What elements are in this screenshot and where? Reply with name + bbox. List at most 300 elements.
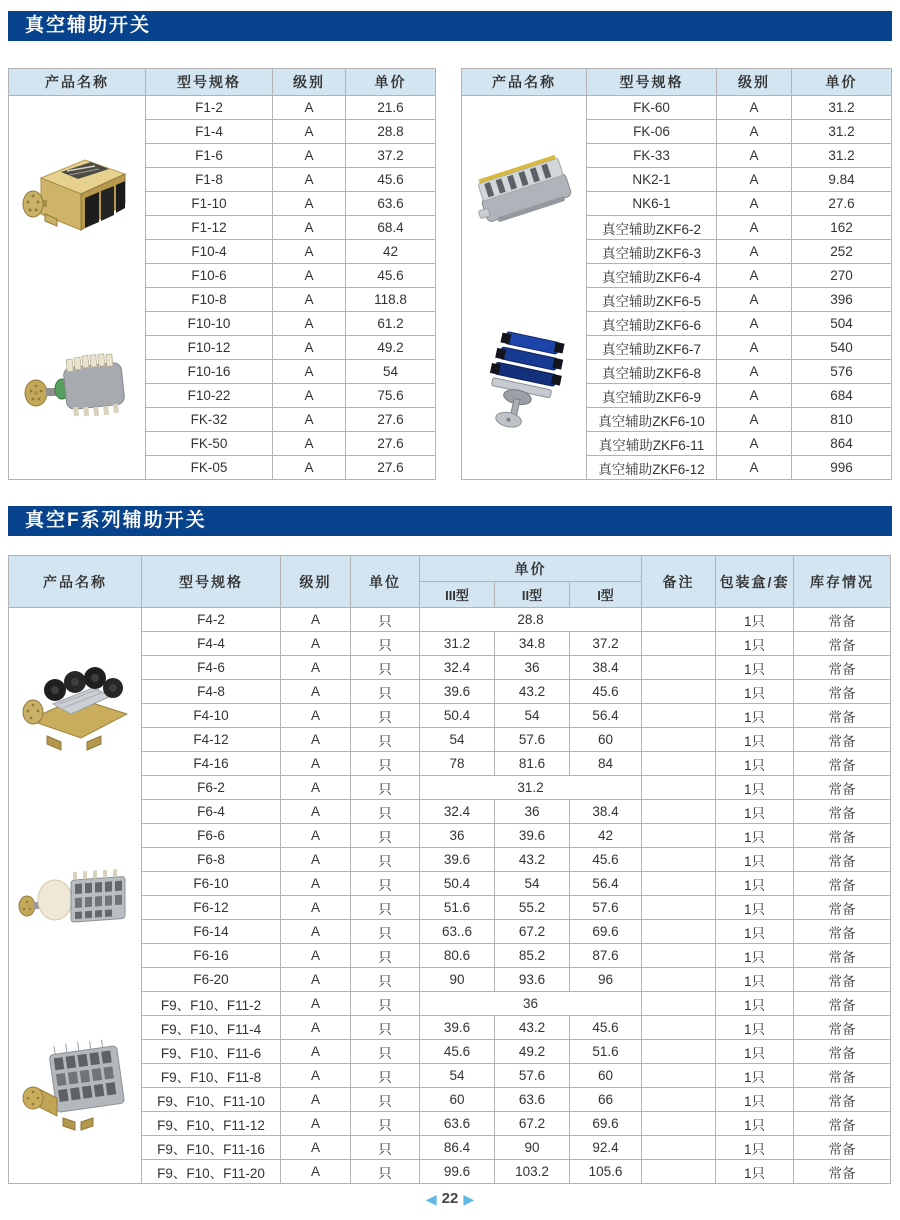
table-row <box>9 800 891 824</box>
product-images-right-table <box>462 97 586 479</box>
table-row <box>9 776 891 800</box>
price-cell: 118.8 <box>346 288 436 312</box>
remark-cell <box>642 1040 716 1064</box>
grade-cell: A <box>273 432 346 456</box>
grade-cell: A <box>281 968 351 992</box>
grade-cell: A <box>281 1160 351 1184</box>
stock-cell: 常备 <box>794 680 891 704</box>
model-cell: F1-4 <box>146 120 273 144</box>
price-cell: 49.2 <box>346 336 436 360</box>
stock-cell: 常备 <box>794 800 891 824</box>
unit-cell: 只 <box>351 968 420 992</box>
col-header-stock: 库存情况 <box>794 556 891 608</box>
price-cell: 61.2 <box>346 312 436 336</box>
price-type-i-cell: 45.6 <box>570 848 642 872</box>
model-cell: F10-16 <box>146 360 273 384</box>
grade-cell: A <box>717 408 792 432</box>
grade-cell: A <box>717 216 792 240</box>
stock-cell: 常备 <box>794 968 891 992</box>
gold-box-aux-switch-image <box>21 142 133 242</box>
model-cell: 真空辅助ZKF6-7 <box>587 336 717 360</box>
price-type-iii-cell: 80.6 <box>420 944 495 968</box>
pack-cell: 1只 <box>716 776 794 800</box>
table-row <box>9 968 891 992</box>
price-type-iii-cell: 86.4 <box>420 1136 495 1160</box>
price-cell: 27.6 <box>346 432 436 456</box>
price-type-ii-cell: 36 <box>495 656 570 680</box>
grade-cell: A <box>273 288 346 312</box>
model-cell: F6-10 <box>142 872 281 896</box>
model-cell: F4-10 <box>142 704 281 728</box>
price-type-iii-cell: 50.4 <box>420 704 495 728</box>
price-cell: 9.84 <box>792 168 892 192</box>
price-type-iii-cell: 51.6 <box>420 896 495 920</box>
remark-cell <box>642 872 716 896</box>
stock-cell: 常备 <box>794 848 891 872</box>
remark-cell <box>642 824 716 848</box>
grade-cell: A <box>281 656 351 680</box>
remark-cell <box>642 656 716 680</box>
table-row <box>9 96 436 120</box>
price-cell: 576 <box>792 360 892 384</box>
price-cell: 45.6 <box>346 264 436 288</box>
grade-cell: A <box>717 96 792 120</box>
price-type-iii-cell: 54 <box>420 728 495 752</box>
price-cell: 684 <box>792 384 892 408</box>
grade-cell: A <box>273 168 346 192</box>
model-cell: F1-6 <box>146 144 273 168</box>
col-header-unit: 单位 <box>351 556 420 608</box>
header-row <box>9 556 891 582</box>
product-image-cell <box>462 96 587 480</box>
model-cell: F1-2 <box>146 96 273 120</box>
grade-cell: A <box>273 96 346 120</box>
price-type-iii-cell: 45.6 <box>420 1040 495 1064</box>
model-cell: F9、F10、F11-10 <box>142 1088 281 1112</box>
price-type-ii-cell: 103.2 <box>495 1160 570 1184</box>
unit-cell: 只 <box>351 1064 420 1088</box>
model-cell: F4-12 <box>142 728 281 752</box>
table-row <box>9 920 891 944</box>
price-type-ii-cell: 67.2 <box>495 1112 570 1136</box>
price-type-i-cell: 84 <box>570 752 642 776</box>
table-row <box>9 728 891 752</box>
price-type-ii-cell: 43.2 <box>495 848 570 872</box>
price-type-ii-cell: 67.2 <box>495 920 570 944</box>
price-type-i-cell: 37.2 <box>570 632 642 656</box>
grade-cell: A <box>281 728 351 752</box>
price-type-i-cell: 92.4 <box>570 1136 642 1160</box>
grade-cell: A <box>717 144 792 168</box>
product-images-left-table <box>9 97 145 479</box>
col-header-pack: 包装盒/套 <box>716 556 794 608</box>
grade-cell: A <box>273 216 346 240</box>
price-type-iii-cell: 39.6 <box>420 848 495 872</box>
price-cell: 54 <box>346 360 436 384</box>
model-cell: F6-20 <box>142 968 281 992</box>
price-cell: 252 <box>792 240 892 264</box>
price-type-ii-cell: 43.2 <box>495 1016 570 1040</box>
grade-cell: A <box>281 800 351 824</box>
remark-cell <box>642 992 716 1016</box>
pack-cell: 1只 <box>716 992 794 1016</box>
price-cell: 270 <box>792 264 892 288</box>
price-cell: 810 <box>792 408 892 432</box>
price-type-iii-cell: 32.4 <box>420 656 495 680</box>
stock-cell: 常备 <box>794 1160 891 1184</box>
model-cell: NK6-1 <box>587 192 717 216</box>
price-type-i-cell: 87.6 <box>570 944 642 968</box>
col-header-unit-price-group: 单价 <box>420 556 642 582</box>
stock-cell: 常备 <box>794 752 891 776</box>
gray-stack-aux-switch-image <box>21 333 133 433</box>
stock-cell: 常备 <box>794 704 891 728</box>
stock-cell: 常备 <box>794 992 891 1016</box>
col-header-grade: 级别 <box>717 69 792 96</box>
table-row <box>9 824 891 848</box>
pack-cell: 1只 <box>716 944 794 968</box>
price-cell: 37.2 <box>346 144 436 168</box>
model-cell: 真空辅助ZKF6-12 <box>587 456 717 480</box>
price-cell: 162 <box>792 216 892 240</box>
price-cell: 63.6 <box>346 192 436 216</box>
stock-cell: 常备 <box>794 1040 891 1064</box>
model-cell: F6-12 <box>142 896 281 920</box>
grade-cell: A <box>717 120 792 144</box>
pack-cell: 1只 <box>716 824 794 848</box>
col-header-unit-price: 单价 <box>346 69 436 96</box>
price-type-i-cell: 38.4 <box>570 656 642 680</box>
remark-cell <box>642 728 716 752</box>
pack-cell: 1只 <box>716 848 794 872</box>
unit-cell: 只 <box>351 656 420 680</box>
price-type-i-cell: 45.6 <box>570 680 642 704</box>
grade-cell: A <box>273 192 346 216</box>
grade-cell: A <box>281 632 351 656</box>
unit-cell: 只 <box>351 1088 420 1112</box>
page-footer <box>0 1190 900 1208</box>
grade-cell: A <box>281 752 351 776</box>
model-cell: F4-2 <box>142 608 281 632</box>
price-type-i-cell: 51.6 <box>570 1040 642 1064</box>
unit-cell: 只 <box>351 728 420 752</box>
remark-cell <box>642 1160 716 1184</box>
price-cell: 504 <box>792 312 892 336</box>
col-header-model-spec: 型号规格 <box>587 69 717 96</box>
table-row <box>9 1040 891 1064</box>
price-type-i-cell: 69.6 <box>570 1112 642 1136</box>
grade-cell: A <box>281 872 351 896</box>
price-type-ii-cell: 43.2 <box>495 680 570 704</box>
unit-cell: 只 <box>351 800 420 824</box>
grade-cell: A <box>281 608 351 632</box>
grade-cell: A <box>273 264 346 288</box>
model-cell: F6-2 <box>142 776 281 800</box>
model-cell: 真空辅助ZKF6-4 <box>587 264 717 288</box>
grade-cell: A <box>717 336 792 360</box>
model-cell: F4-6 <box>142 656 281 680</box>
price-type-i-cell: 57.6 <box>570 896 642 920</box>
grade-cell: A <box>273 360 346 384</box>
prev-page-icon: ◀ <box>425 1191 437 1207</box>
price-type-ii-cell: 85.2 <box>495 944 570 968</box>
price-merged-cell: 28.8 <box>420 608 642 632</box>
section-title-text: 真空F系列辅助开关 <box>25 510 207 531</box>
grade-cell: A <box>717 360 792 384</box>
price-type-iii-cell: 39.6 <box>420 680 495 704</box>
remark-cell <box>642 1136 716 1160</box>
price-cell: 75.6 <box>346 384 436 408</box>
unit-cell: 只 <box>351 632 420 656</box>
model-cell: 真空辅助ZKF6-5 <box>587 288 717 312</box>
col-header-product-name: 产品名称 <box>9 69 146 96</box>
unit-cell: 只 <box>351 680 420 704</box>
col-header-type-i: I型 <box>570 582 642 608</box>
col-header-remark: 备注 <box>642 556 716 608</box>
stock-cell: 常备 <box>794 728 891 752</box>
price-type-i-cell: 56.4 <box>570 872 642 896</box>
stock-cell: 常备 <box>794 776 891 800</box>
pack-cell: 1只 <box>716 968 794 992</box>
price-type-ii-cell: 49.2 <box>495 1040 570 1064</box>
model-cell: F4-8 <box>142 680 281 704</box>
stock-cell: 常备 <box>794 920 891 944</box>
grade-cell: A <box>281 848 351 872</box>
price-cell: 996 <box>792 456 892 480</box>
stock-cell: 常备 <box>794 656 891 680</box>
model-cell: F9、F10、F11-6 <box>142 1040 281 1064</box>
unit-cell: 只 <box>351 992 420 1016</box>
pack-cell: 1只 <box>716 704 794 728</box>
price-type-i-cell: 45.6 <box>570 1016 642 1040</box>
price-type-i-cell: 38.4 <box>570 800 642 824</box>
remark-cell <box>642 920 716 944</box>
price-cell: 21.6 <box>346 96 436 120</box>
price-type-iii-cell: 99.6 <box>420 1160 495 1184</box>
price-type-ii-cell: 57.6 <box>495 1064 570 1088</box>
grade-cell: A <box>717 312 792 336</box>
grade-cell: A <box>717 384 792 408</box>
remark-cell <box>642 1088 716 1112</box>
price-cell: 45.6 <box>346 168 436 192</box>
product-images-f-series-table <box>9 611 141 1181</box>
price-merged-cell: 36 <box>420 992 642 1016</box>
grade-cell: A <box>717 264 792 288</box>
grade-cell: A <box>281 704 351 728</box>
price-type-ii-cell: 57.6 <box>495 728 570 752</box>
next-page-icon: ▶ <box>463 1191 475 1207</box>
remark-cell <box>642 752 716 776</box>
table-row <box>9 896 891 920</box>
model-cell: F1-8 <box>146 168 273 192</box>
remark-cell <box>642 1016 716 1040</box>
grade-cell: A <box>717 432 792 456</box>
grade-cell: A <box>281 1136 351 1160</box>
model-cell: F6-4 <box>142 800 281 824</box>
grade-cell: A <box>273 240 346 264</box>
price-type-i-cell: 96 <box>570 968 642 992</box>
model-cell: 真空辅助ZKF6-11 <box>587 432 717 456</box>
model-cell: F10-8 <box>146 288 273 312</box>
price-type-iii-cell: 31.2 <box>420 632 495 656</box>
remark-cell <box>642 680 716 704</box>
remark-cell <box>642 632 716 656</box>
grade-cell: A <box>281 1040 351 1064</box>
unit-cell: 只 <box>351 1160 420 1184</box>
unit-cell: 只 <box>351 752 420 776</box>
grade-cell: A <box>281 680 351 704</box>
model-cell: F4-16 <box>142 752 281 776</box>
price-type-ii-cell: 54 <box>495 704 570 728</box>
grade-cell: A <box>273 336 346 360</box>
grade-cell: A <box>273 456 346 480</box>
price-cell: 31.2 <box>792 144 892 168</box>
price-cell: 27.6 <box>346 456 436 480</box>
price-type-i-cell: 105.6 <box>570 1160 642 1184</box>
grade-cell: A <box>281 992 351 1016</box>
model-cell: 真空辅助ZKF6-2 <box>587 216 717 240</box>
grade-cell: A <box>273 144 346 168</box>
table-row <box>9 1112 891 1136</box>
product-image-cell <box>9 96 146 480</box>
brass-black-stack-switch-image <box>17 656 133 760</box>
pack-cell: 1只 <box>716 920 794 944</box>
table-row <box>9 1160 891 1184</box>
col-header-grade: 级别 <box>273 69 346 96</box>
model-cell: FK-32 <box>146 408 273 432</box>
aux-switch-price-table-left <box>8 68 436 480</box>
pack-cell: 1只 <box>716 800 794 824</box>
price-type-iii-cell: 54 <box>420 1064 495 1088</box>
header-row <box>9 69 436 96</box>
price-cell: 540 <box>792 336 892 360</box>
price-type-iii-cell: 63..6 <box>420 920 495 944</box>
grade-cell: A <box>281 1112 351 1136</box>
table-row <box>462 96 892 120</box>
unit-cell: 只 <box>351 848 420 872</box>
model-cell: F9、F10、F11-8 <box>142 1064 281 1088</box>
model-cell: F9、F10、F11-4 <box>142 1016 281 1040</box>
price-type-ii-cell: 81.6 <box>495 752 570 776</box>
model-cell: F10-4 <box>146 240 273 264</box>
f-series-table-wrap <box>8 555 890 1184</box>
stock-cell: 常备 <box>794 1016 891 1040</box>
table-row <box>9 1016 891 1040</box>
stock-cell: 常备 <box>794 1064 891 1088</box>
table-row <box>9 752 891 776</box>
table-row <box>9 656 891 680</box>
price-cell: 42 <box>346 240 436 264</box>
model-cell: F9、F10、F11-20 <box>142 1160 281 1184</box>
price-cell: 864 <box>792 432 892 456</box>
price-type-i-cell: 60 <box>570 728 642 752</box>
price-type-ii-cell: 93.6 <box>495 968 570 992</box>
model-cell: FK-06 <box>587 120 717 144</box>
table-row <box>9 872 891 896</box>
model-cell: 真空辅助ZKF6-10 <box>587 408 717 432</box>
price-type-ii-cell: 54 <box>495 872 570 896</box>
pack-cell: 1只 <box>716 752 794 776</box>
table-row <box>9 608 891 632</box>
grade-cell: A <box>281 1088 351 1112</box>
grade-cell: A <box>717 192 792 216</box>
pack-cell: 1只 <box>716 608 794 632</box>
grade-cell: A <box>281 944 351 968</box>
price-cell: 396 <box>792 288 892 312</box>
gray-brass-contact-switch-image <box>17 1032 133 1136</box>
col-header-grade: 级别 <box>281 556 351 608</box>
pack-cell: 1只 <box>716 1160 794 1184</box>
stock-cell: 常备 <box>794 608 891 632</box>
col-header-unit-price: 单价 <box>792 69 892 96</box>
price-type-ii-cell: 55.2 <box>495 896 570 920</box>
col-header-product-name: 产品名称 <box>9 556 142 608</box>
model-cell: NK2-1 <box>587 168 717 192</box>
blue-zkf6-switch-image <box>468 326 580 436</box>
pack-cell: 1只 <box>716 632 794 656</box>
model-cell: F6-14 <box>142 920 281 944</box>
price-type-iii-cell: 63.6 <box>420 1112 495 1136</box>
pack-cell: 1只 <box>716 680 794 704</box>
table-row <box>9 944 891 968</box>
grade-cell: A <box>281 776 351 800</box>
f-series-price-table <box>8 555 891 1184</box>
grade-cell: A <box>281 1064 351 1088</box>
stock-cell: 常备 <box>794 944 891 968</box>
stock-cell: 常备 <box>794 632 891 656</box>
remark-cell <box>642 1112 716 1136</box>
model-cell: F4-4 <box>142 632 281 656</box>
grade-cell: A <box>281 920 351 944</box>
grade-cell: A <box>717 240 792 264</box>
stock-cell: 常备 <box>794 1136 891 1160</box>
pack-cell: 1只 <box>716 656 794 680</box>
pack-cell: 1只 <box>716 1136 794 1160</box>
section-title-f-series-aux-switch <box>8 506 892 536</box>
price-type-iii-cell: 78 <box>420 752 495 776</box>
price-merged-cell: 31.2 <box>420 776 642 800</box>
remark-cell <box>642 800 716 824</box>
price-type-ii-cell: 63.6 <box>495 1088 570 1112</box>
price-type-i-cell: 60 <box>570 1064 642 1088</box>
pack-cell: 1只 <box>716 1088 794 1112</box>
unit-cell: 只 <box>351 1016 420 1040</box>
stock-cell: 常备 <box>794 896 891 920</box>
remark-cell <box>642 608 716 632</box>
terminal-block-switch-image <box>468 140 580 240</box>
table-row <box>9 848 891 872</box>
price-type-ii-cell: 34.8 <box>495 632 570 656</box>
table-row <box>9 632 891 656</box>
model-cell: F1-12 <box>146 216 273 240</box>
grade-cell: A <box>273 120 346 144</box>
unit-cell: 只 <box>351 1136 420 1160</box>
model-cell: F9、F10、F11-12 <box>142 1112 281 1136</box>
table-row <box>9 704 891 728</box>
table-row <box>9 1064 891 1088</box>
price-type-iii-cell: 36 <box>420 824 495 848</box>
stock-cell: 常备 <box>794 1112 891 1136</box>
model-cell: 真空辅助ZKF6-8 <box>587 360 717 384</box>
price-type-ii-cell: 39.6 <box>495 824 570 848</box>
product-image-cell <box>9 608 142 1184</box>
col-header-type-iii: III型 <box>420 582 495 608</box>
model-cell: F1-10 <box>146 192 273 216</box>
remark-cell <box>642 1064 716 1088</box>
model-cell: F9、F10、F11-16 <box>142 1136 281 1160</box>
model-cell: FK-50 <box>146 432 273 456</box>
model-cell: F10-22 <box>146 384 273 408</box>
